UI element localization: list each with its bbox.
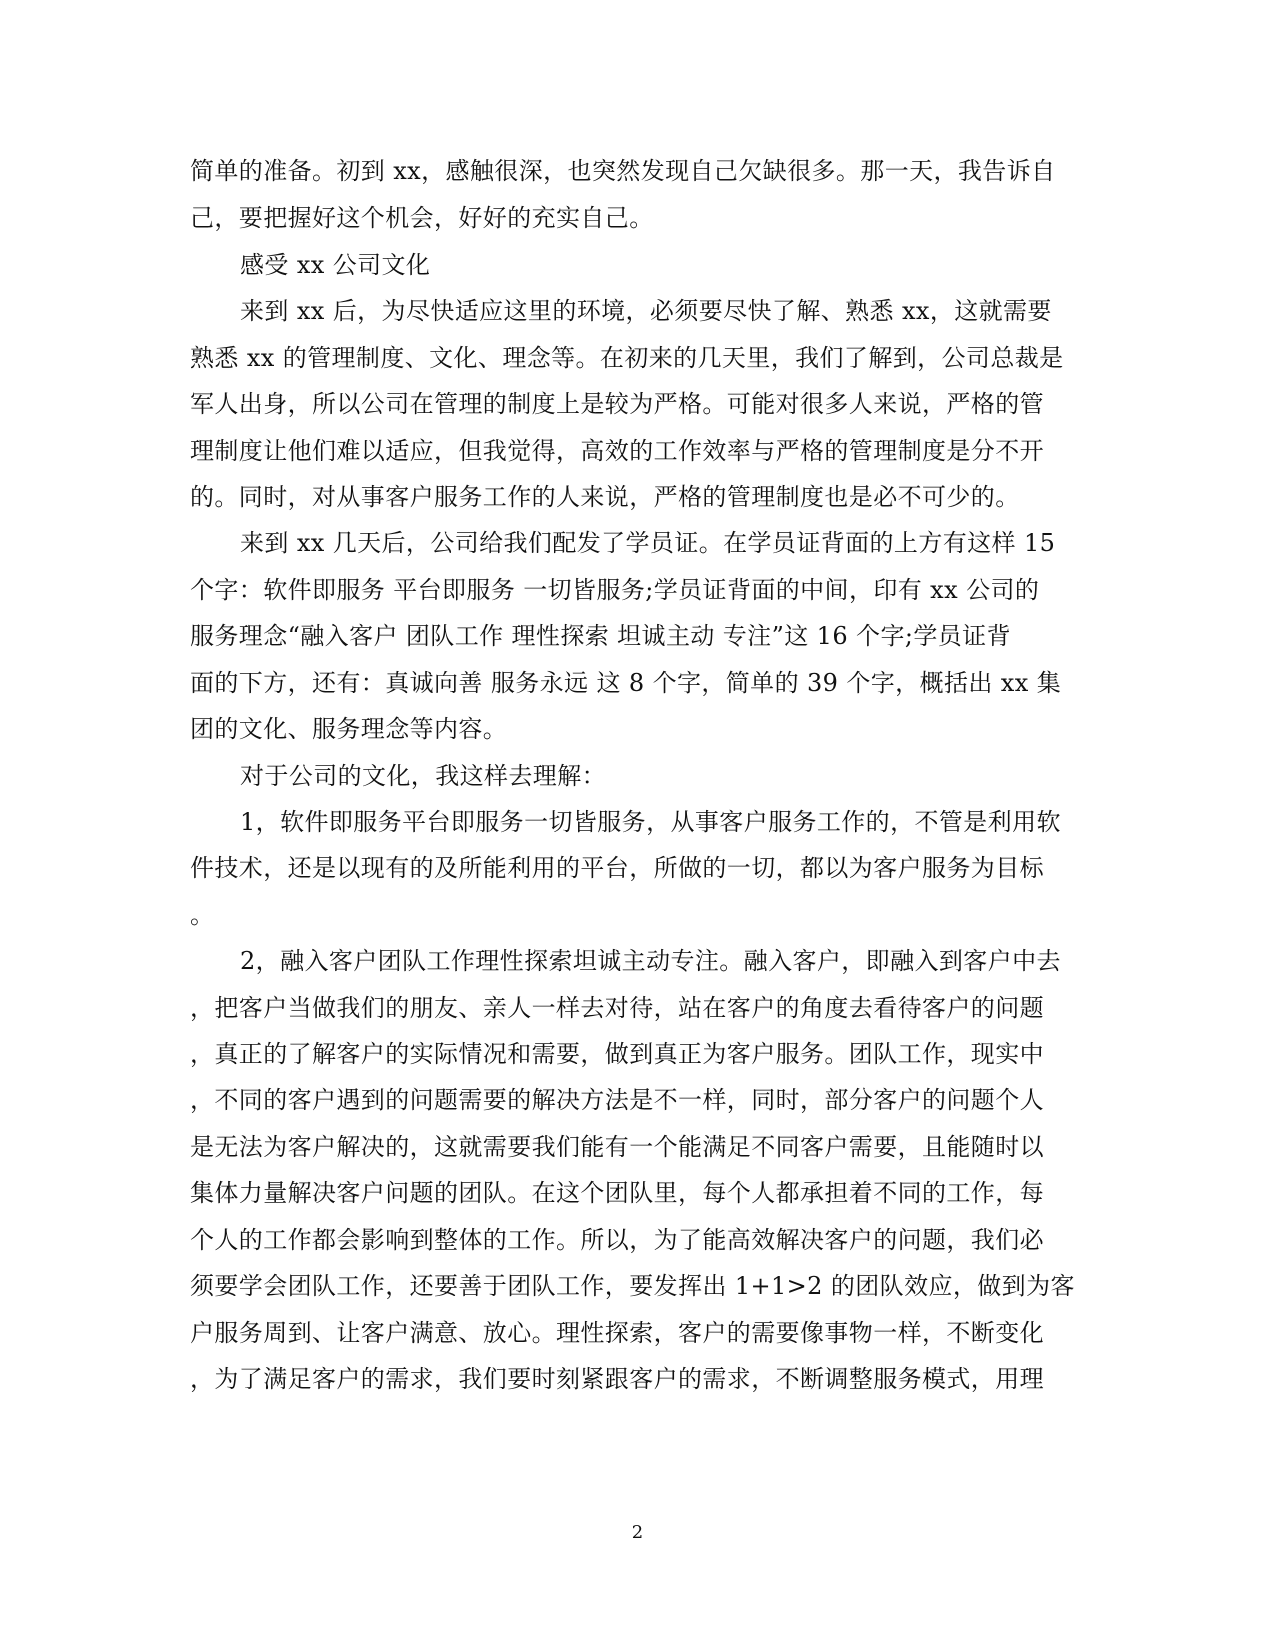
text-line: 团的文化、服务理念等内容。 [190,715,508,743]
page-number: 2 [631,1522,644,1543]
text-line: 的。同时，对从事客户服务工作的人来说，严格的管理制度也是必不可少的。 [190,483,1020,511]
text-line: 简单的准备。初到 xx，感触很深，也突然发现自己欠缺很多。那一天，我告诉自 [190,157,1056,185]
text-line: 面的下方，还有：真诚向善 服务永远 这 8 个字，简单的 39 个字，概括出 xx 集 [190,669,1062,697]
text-line: 对于公司的文化，我这样去理解： [240,762,606,790]
text-line: ，不同的客户遇到的问题需要的解决方法是不一样，同时，部分客户的问题个人 [190,1086,1044,1114]
text-line: 须要学会团队工作，还要善于团队工作，要发挥出 1+1>2 的团队效应，做到为客 [190,1272,1075,1300]
list-item: 2，融入客户团队工作理性探索坦诚主动专注。融入客户，即融入到客户中去 [240,947,1061,975]
text-line: 己，要把握好这个机会，好好的充实自己。 [190,204,654,232]
text-line: 个人的工作都会影响到整体的工作。所以，为了能高效解决客户的问题，我们必 [190,1226,1044,1254]
text-line: 理制度让他们难以适应，但我觉得，高效的工作效率与严格的管理制度是分不开 [190,437,1044,465]
text-line: 户服务周到、让客户满意、放心。理性探索，客户的需要像事物一样，不断变化 [190,1319,1044,1347]
text-line: 个字：软件即服务 平台即服务 一切皆服务;学员证背面的中间，印有 xx 公司的 [190,576,1040,604]
text-line: 军人出身，所以公司在管理的制度上是较为严格。可能对很多人来说，严格的管 [190,390,1044,418]
text-line: ，真正的了解客户的实际情况和需要，做到真正为客户服务。团队工作，现实中 [190,1040,1044,1068]
list-item: 1，软件即服务平台即服务一切皆服务，从事客户服务工作的，不管是利用软 [240,808,1061,836]
text-line: 是无法为客户解决的，这就需要我们能有一个能满足不同客户需要，且能随时以 [190,1133,1044,1161]
text-line: ，为了满足客户的需求，我们要时刻紧跟客户的需求，不断调整服务模式，用理 [190,1365,1044,1393]
text-line: 。 [190,901,215,929]
section-heading: 感受 xx 公司文化 [240,251,431,279]
text-line: 服务理念“融入客户 团队工作 理性探索 坦诚主动 专注”这 16 个字;学员证背 [190,622,1011,650]
text-line: 熟悉 xx 的管理制度、文化、理念等。在初来的几天里，我们了解到，公司总裁是 [190,344,1064,372]
text-line: 件技术，还是以现有的及所能利用的平台，所做的一切，都以为客户服务为目标 [190,854,1044,882]
text-line: 集体力量解决客户问题的团队。在这个团队里，每个人都承担着不同的工作，每 [190,1179,1044,1207]
text-line: 来到 xx 几天后，公司给我们配发了学员证。在学员证背面的上方有这样 15 [240,529,1056,557]
text-line: 来到 xx 后，为尽快适应这里的环境，必须要尽快了解、熟悉 xx，这就需要 [240,297,1052,325]
text-line: ，把客户当做我们的朋友、亲人一样去对待，站在客户的角度去看待客户的问题 [190,994,1044,1022]
